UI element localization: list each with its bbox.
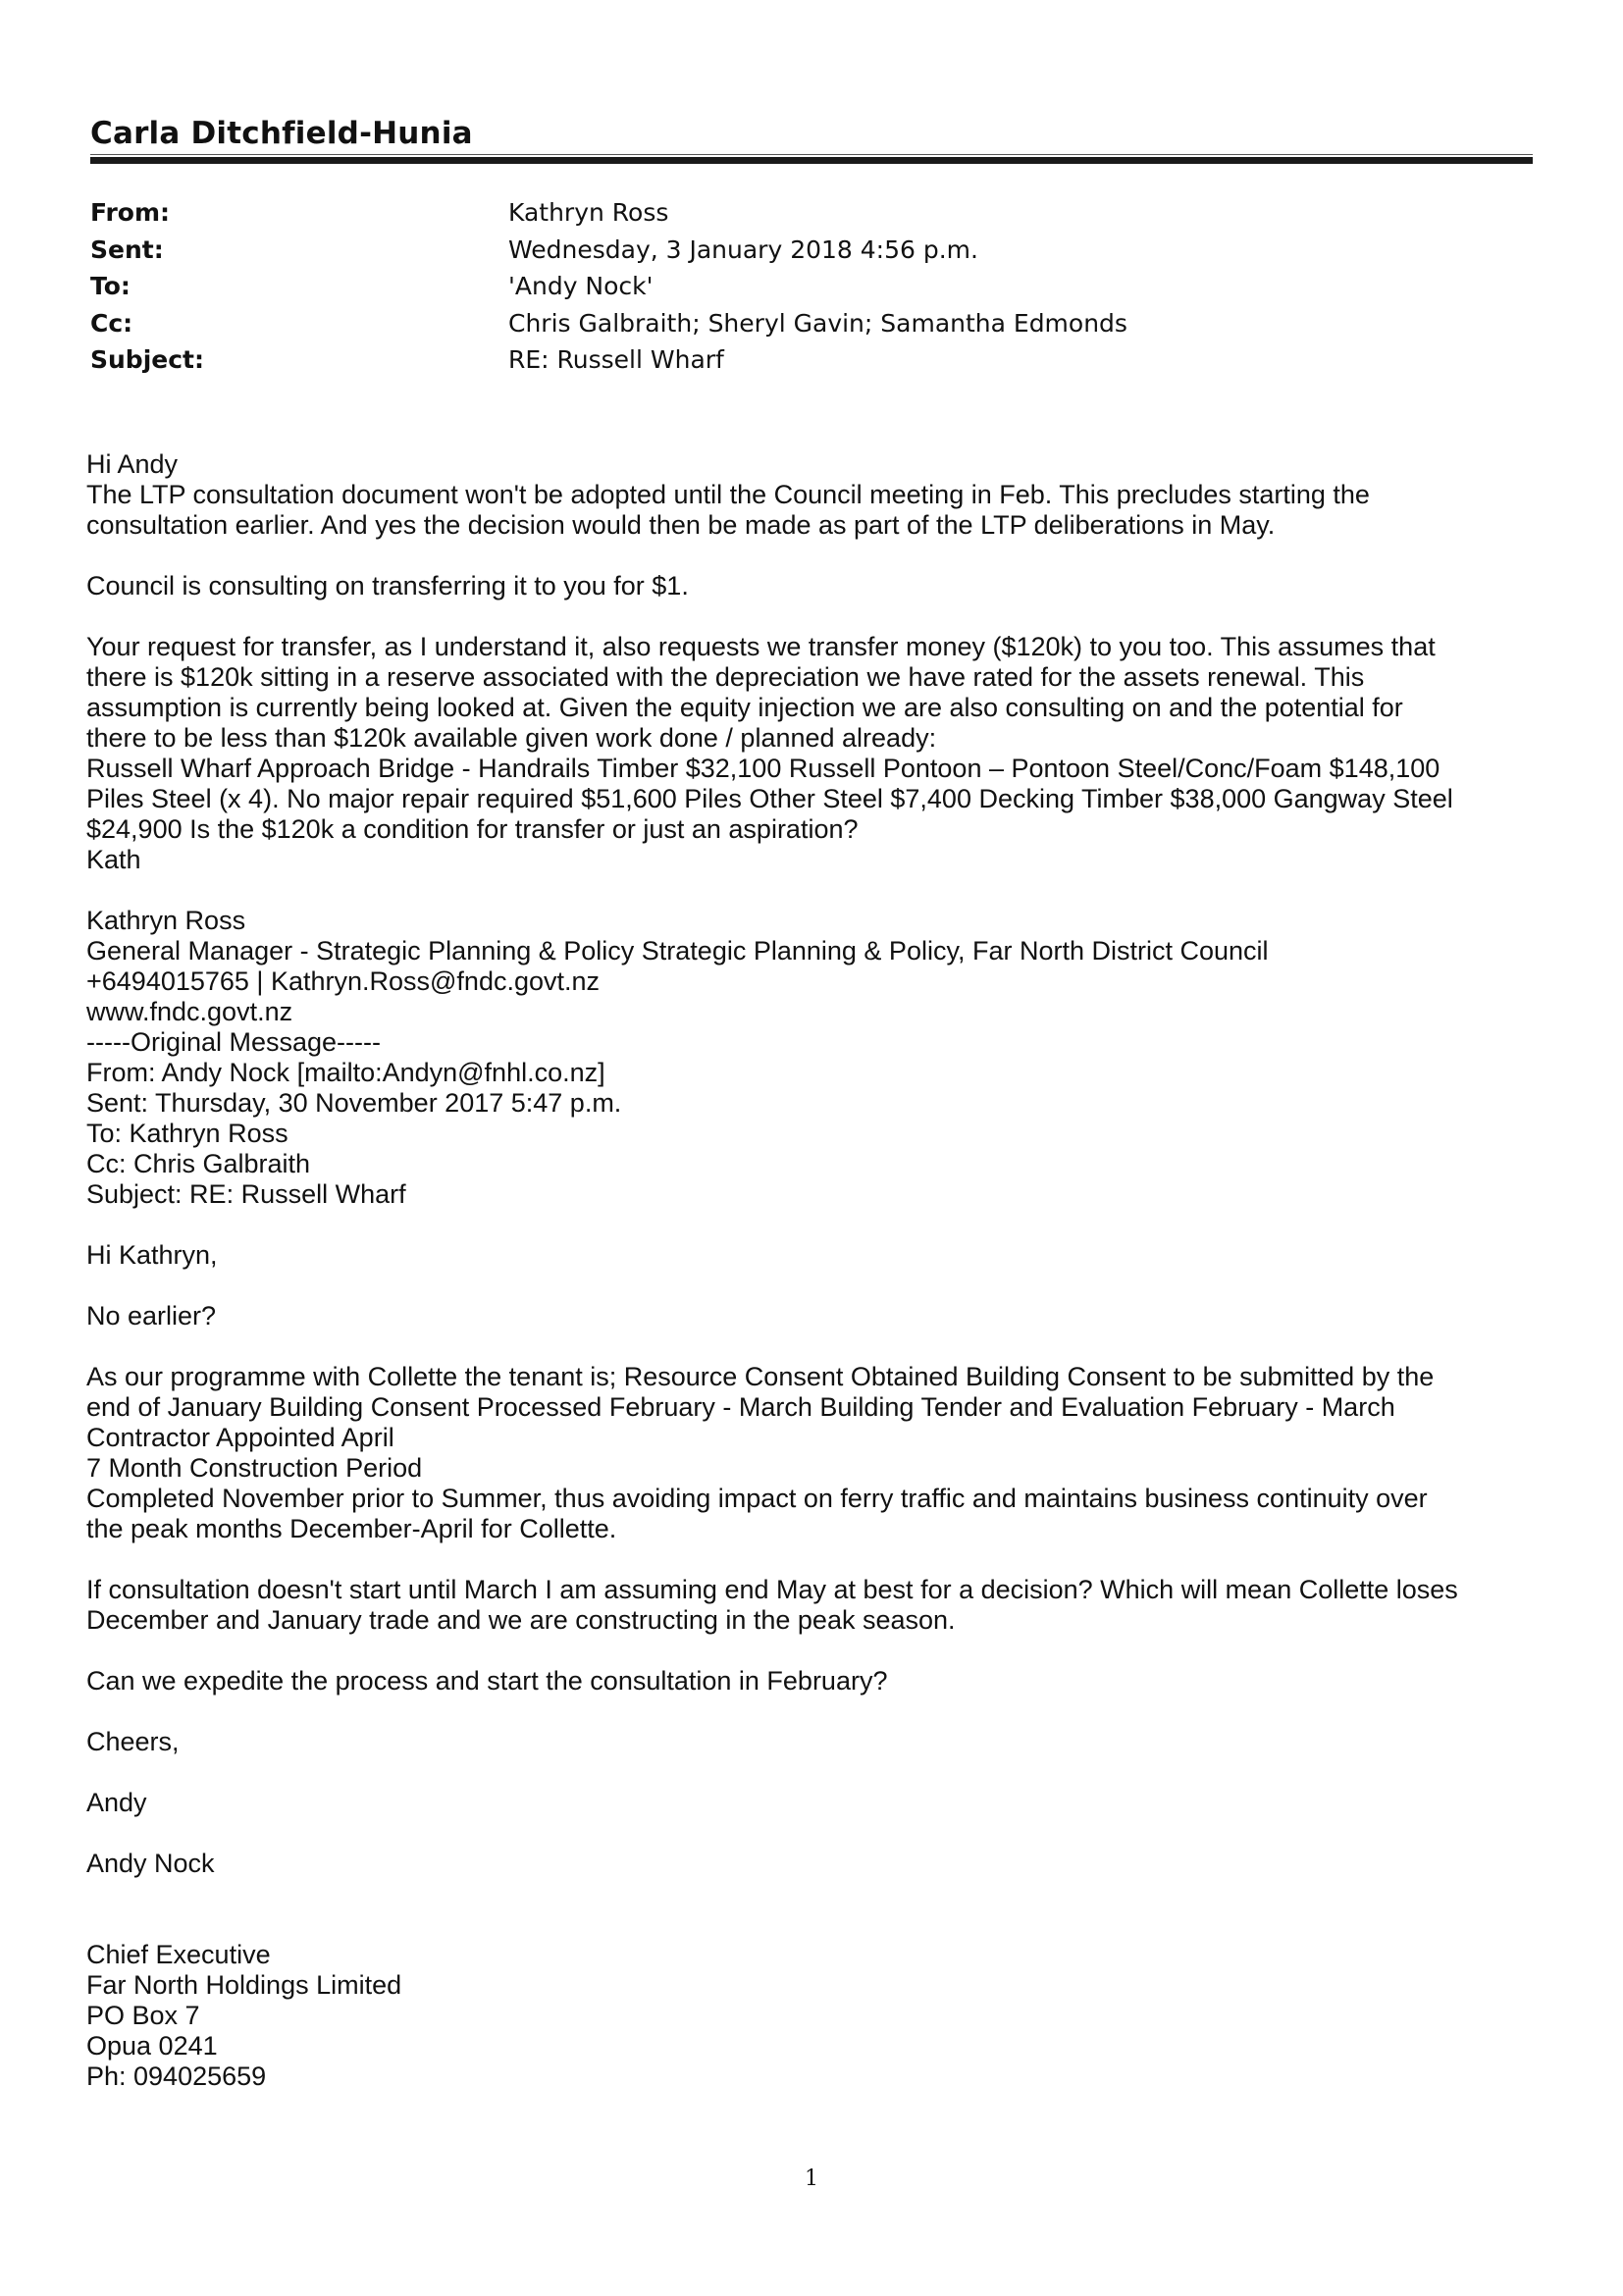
body-line: Cheers, (86, 1727, 180, 1756)
sender-name: Carla Ditchfield-Hunia (90, 116, 473, 151)
body-line: Contractor Appointed April (86, 1423, 394, 1452)
header-cc (90, 309, 1127, 346)
body-line: Cc: Chris Galbraith (86, 1149, 311, 1178)
body-line: Chief Executive (86, 1940, 271, 1969)
header-label: Sent: (90, 235, 164, 264)
header-label: From: (90, 198, 171, 227)
body-line: Piles Steel (x 4). No major repair required $51,600 Piles Other Steel $7,400 Decking Timber $38,000 Gangway Steel (86, 784, 1453, 813)
body-line: Ph: 094025659 (86, 2061, 267, 2091)
body-line: From: Andy Nock [mailto:Andyn@fnhl.co.nz] (86, 1058, 605, 1087)
body-line: Andy Nock (86, 1849, 215, 1878)
body-line: www.fndc.govt.nz (86, 997, 293, 1026)
header-to (90, 272, 1127, 309)
body-line: PO Box 7 (86, 2001, 200, 2030)
body-line: As our programme with Collette the tenant is; Resource Consent Obtained Building Consent to be submitted by the (86, 1362, 1435, 1391)
body-line: consultation earlier. And yes the decision would then be made as part of the LTP deliberations in May. (86, 510, 1276, 540)
email-headers (90, 198, 1127, 383)
body-line: The LTP consultation document won't be adopted until the Council meeting in Feb. This precludes starting the (86, 480, 1370, 509)
body-line: Opua 0241 (86, 2031, 218, 2061)
body-line: 7 Month Construction Period (86, 1453, 423, 1483)
header-rule-thin (90, 154, 1533, 155)
body-line: Council is consulting on transferring it to you for $1. (86, 571, 689, 600)
body-line: Hi Andy (86, 449, 179, 479)
body-line: Hi Kathryn, (86, 1240, 218, 1270)
header-value: Kathryn Ross (508, 198, 669, 227)
body-line: Kathryn Ross (86, 906, 246, 935)
body-line: Kath (86, 845, 141, 874)
body-line: the peak months December-April for Collette. (86, 1514, 617, 1543)
body-line: General Manager - Strategic Planning & Policy Strategic Planning & Policy, Far North District Council (86, 936, 1269, 965)
body-line: Russell Wharf Approach Bridge - Handrails Timber $32,100 Russell Pontoon – Pontoon Steel/Conc/Foam $148,100 (86, 754, 1440, 783)
body-line: Completed November prior to Summer, thus avoiding impact on ferry traffic and maintains business continuity over (86, 1484, 1428, 1513)
header-rule (90, 157, 1533, 164)
body-line: No earlier? (86, 1301, 217, 1331)
header-label: Subject: (90, 345, 204, 374)
body-line: Can we expedite the process and start the consultation in February? (86, 1666, 888, 1696)
header-value: RE: Russell Wharf (508, 345, 724, 374)
header-from (90, 198, 1127, 235)
body-line: -----Original Message----- (86, 1027, 382, 1057)
body-line: Andy (86, 1788, 147, 1817)
header-value: Wednesday, 3 January 2018 4:56 p.m. (508, 235, 978, 264)
body-line: To: Kathryn Ross (86, 1119, 288, 1148)
body-line: +6494015765 | Kathryn.Ross@fndc.govt.nz (86, 966, 601, 996)
header-value: 'Andy Nock' (508, 272, 654, 300)
body-line: If consultation doesn't start until March I am assuming end May at best for a decision? Which will mean Collette loses (86, 1575, 1458, 1604)
header-sent (90, 235, 1127, 273)
body-line: Sent: Thursday, 30 November 2017 5:47 p.m. (86, 1088, 622, 1118)
body-line: end of January Building Consent Processed February - March Building Tender and Evaluation February - March (86, 1392, 1395, 1422)
body-line: Far North Holdings Limited (86, 1970, 402, 2000)
email-body (86, 449, 1529, 2092)
body-line: December and January trade and we are constructing in the peak season. (86, 1605, 956, 1635)
body-line: Your request for transfer, as I understand it, also requests we transfer money ($120k) to you too. This assumes that (86, 632, 1436, 661)
header-value: Chris Galbraith; Sheryl Gavin; Samantha Edmonds (508, 308, 1127, 338)
body-line: $24,900 Is the $120k a condition for transfer or just an aspiration? (86, 814, 859, 844)
body-line: Subject: RE: Russell Wharf (86, 1179, 406, 1209)
body-line: there is $120k sitting in a reserve associated with the depreciation we have rated for the assets renewal. This (86, 662, 1365, 692)
page-number: 1 (805, 2166, 818, 2191)
body-line: there to be less than $120k available given work done / planned already: (86, 723, 937, 753)
header-label: To: (90, 272, 131, 300)
header-subject (90, 345, 1127, 383)
header-label: Cc: (90, 308, 133, 338)
body-line: assumption is currently being looked at. Given the equity injection we are also consulting on and the potential for (86, 693, 1403, 722)
